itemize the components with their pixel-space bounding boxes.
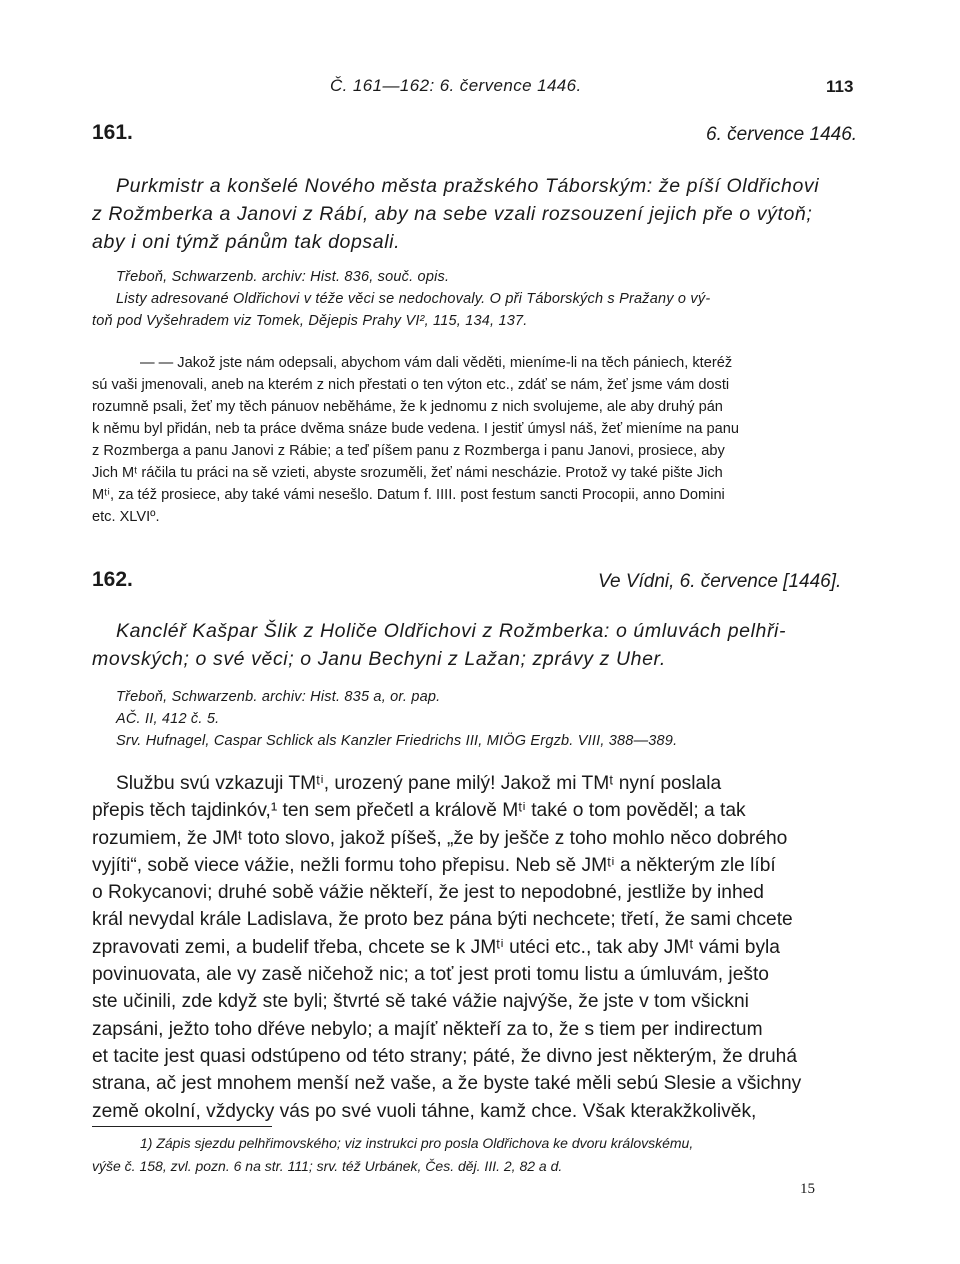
text-line: povinuovata, ale vy zasě ničehož nic; a toť jest proti tomu listu a úmluvám, ješto xyxy=(92,964,769,986)
regest-line: aby i oni týmž pánům tak dopsali. xyxy=(92,231,401,253)
text-line: sú vaši jmenovali, aneb na kterém z nich přestati o ten výton etc., zdáť se nám, žeť jsme vám dosti xyxy=(92,377,730,393)
regest-line: movských; o své věci; o Janu Bechyni z Lažan; zprávy z Uher. xyxy=(92,648,666,670)
text-line: zpravovati zemi, a budelif třeba, chcete se k JMᵗⁱ utéci etc., tak aby JMᵗ vámi byla xyxy=(92,936,780,958)
source-line: Třeboň, Schwarzenb. archiv: Hist. 836, souč. opis. xyxy=(116,269,450,285)
text-line: ste učinili, zde když ste byli; štvrté sě také vážie najvýše, že jste v tom všickni xyxy=(92,991,749,1013)
footnote-rule xyxy=(92,1126,272,1127)
text-line: rozumně psali, žeť my těch pánuov neběháme, že k jednomu z nich svolujeme, ale aby druhý pán xyxy=(92,399,723,415)
document-number-161: 161. xyxy=(92,121,133,144)
running-title: Č. 161—162: 6. července 1446. xyxy=(330,76,582,95)
text-line: zapsáni, ježto toho dřéve nebylo; a majíť někteří za to, že s tiem per indirectum xyxy=(92,1018,763,1040)
footnote-line: výše č. 158, zvl. pozn. 6 na str. 111; srv. též Urbánek, Čes. děj. III. 2, 82 a d. xyxy=(92,1158,563,1174)
text-line: Mᵗⁱ, za též prosiece, aby také vámi nesešlo. Datum f. IIII. post festum sancti Procopii, anno Domini xyxy=(92,487,725,503)
source-note-162 xyxy=(116,686,677,752)
text-line: k němu byl přidán, neb ta práce dvěma snáze bude vedena. I jestiť úmysl náš, žeť mieníme na panu xyxy=(92,421,739,437)
source-note-161 xyxy=(92,266,710,332)
text-line: Službu svú vzkazuji TMᵗⁱ, urozený pane milý! Jakož mi TMᵗ nyní poslala xyxy=(116,773,722,794)
page-number: 113 xyxy=(826,77,854,96)
text-line: et tacite jest quasi odstúpeno od této strany; páté, že divno jest některým, že druhá xyxy=(92,1045,798,1067)
text-line: etc. XLVIº. xyxy=(92,509,160,525)
letter-text-162 xyxy=(92,770,801,1125)
text-line: strana, ač jest mnohem menší než vaše, a že byste také měli sebú Slesie a všichny xyxy=(92,1073,802,1095)
regest-line: Kancléř Kašpar Šlik z Holiče Oldřichovi z Rožmberka: o úmluvách pelhři- xyxy=(116,620,787,642)
text-line: vyjíti“, sobě viece vážie, nežli formu toho přepisu. Neb sě JMᵗⁱ a některým zle líbí xyxy=(92,854,776,876)
source-line: Srv. Hufnagel, Caspar Schlick als Kanzler Friedrichs III, MIÖG Ergzb. VIII, 388—389. xyxy=(116,733,678,749)
document-date-162: Ve Vídni, 6. července [1446]. xyxy=(598,571,842,592)
source-line: Třeboň, Schwarzenb. archiv: Hist. 835 a, or. pap. xyxy=(116,689,441,705)
footnote xyxy=(92,1132,693,1178)
source-line: Listy adresované Oldřichovi v téže věci se nedochovaly. O při Táborských s Pražany o vý- xyxy=(116,291,711,307)
regest-161 xyxy=(92,172,819,256)
text-line: rozumiem, že JMᵗ toto slovo, jakož píšeš, „že by ješče z toho mohlo něco dobrého xyxy=(92,827,788,849)
source-line: AČ. II, 412 č. 5. xyxy=(116,711,220,727)
text-line: země okolní, vždycky vás po své vuoli táhne, kamž chce. Však kterakžkolivěk, xyxy=(92,1100,757,1122)
document-date-161: 6. července 1446. xyxy=(706,124,858,145)
text-line: z Rozmberga a panu Janovi z Rábie; a teď píšem panu z Rozmberga i panu Janovi, prosiece, aby xyxy=(92,443,725,459)
regest-162 xyxy=(92,617,786,673)
text-line: Jich Mᵗ ráčila tu práci na sě vzieti, abyste srozuměli, žeť námi nescházie. Protož vy také pište Jich xyxy=(92,465,723,481)
signature-mark: 15 xyxy=(800,1181,815,1197)
letter-text-161 xyxy=(92,352,739,528)
footnote-line: 1) Zápis sjezdu pelhřimovského; viz instrukci pro posla Oldřichova ke dvoru královskému, xyxy=(140,1135,694,1151)
document-number-162: 162. xyxy=(92,568,133,591)
text-line: přepis těch tajdinkóv,¹ ten sem přečetl a králově Mᵗⁱ také o tom pověděl; a tak xyxy=(92,800,746,822)
text-line: o Rokycanovi; druhé sobě vážie někteří, že jest to nepodobné, jestliže by inhed xyxy=(92,882,764,904)
regest-line: z Rožmberka a Janovi z Rábí, aby na sebe vzali rozsouzení jejich pře o výtoň; xyxy=(92,203,813,225)
text-line: král nevydal krále Ladislava, že proto bez pána býti nechcete; třetí, že sami chcete xyxy=(92,909,793,931)
regest-line: Purkmistr a konšelé Nového města pražského Táborským: že píší Oldřichovi xyxy=(116,175,820,197)
text-line: — — Jakož jste nám odepsali, abychom vám dali věděti, mieníme-li na těch pániech, kteréž xyxy=(140,355,733,371)
source-line: toň pod Vyšehradem viz Tomek, Dějepis Prahy VI², 115, 134, 137. xyxy=(92,313,528,329)
